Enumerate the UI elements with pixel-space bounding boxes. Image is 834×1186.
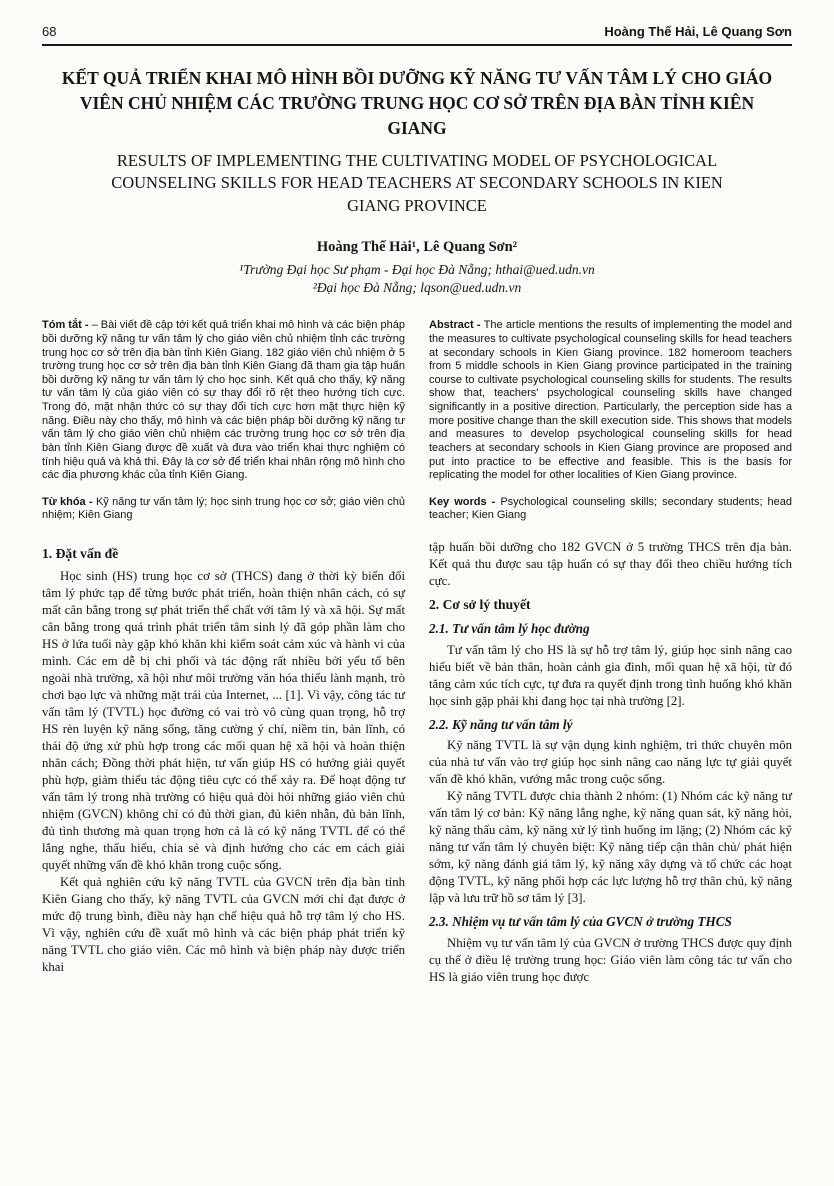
section-2-2-heading: 2.2. Kỹ năng tư vấn tâm lý — [429, 716, 573, 732]
title-vietnamese: KẾT QUẢ TRIỂN KHAI MÔ HÌNH BỒI DƯỠNG KỸ NĂNG TƯ VẤN TÂM LÝ CHO GIÁO VIÊN CHỦ NHIỆM CÁC TRƯỜNG TRUNG HỌC CƠ SỞ TRÊN ĐỊA BÀN TỈNH KIÊN GIANG — [61, 68, 773, 138]
body-section — [42, 539, 792, 986]
abstract-vietnamese — [42, 319, 405, 523]
section-1-heading: 1. Đặt vấn đề — [42, 546, 119, 562]
section-1-paragraph-2: Kết quả nghiên cứu kỹ năng TVTL của GVCN trên địa bàn tỉnh Kiên Giang cho thấy, kỹ năng TVTL của GVCN mới chỉ đạt được ở mức độ trung bình, điều này hạn chế hiệu quả hỗ trợ tâm lý cho HS. Vì vậy, nghiên cứu đề xuất mô hình và các biện pháp phát triển kỹ năng TVTL cho giáo viên. Các mô hình và biện pháp này được triển khai — [42, 875, 405, 975]
keywords-vi-text: Kỹ năng tư vấn tâm lý; học sinh trung học cơ sở; giáo viên chủ nhiệm; Kiên Giang — [42, 495, 405, 522]
body-left-column — [42, 539, 405, 986]
running-authors: Hoàng Thế Hải, Lê Quang Sơn — [604, 24, 792, 39]
keywords-en-paragraph — [429, 496, 792, 523]
abstract-en-text: The article mentions the results of implementing the model and the measures to cultivate psychological counseling skills for head teachers at secondary schools in Kien Giang province. 182 homeroom teachers from 5 middle schools in Kien Giang province participated in the training course to cultivate psychological counseling skills for students. The results show that, teachers' psychological counseling skills have changed significantly in a positive direction. Particularly, the perception side has a more positive change than the skill execution side. This shows that models and measures to develop psychological counseling skills for head teachers at secondary schools in Kien Giang province are proposed and put into practice to be effective and feasible. This is the basis for replicating the model for other localities of Kien Giang province. — [429, 319, 793, 482]
abstract-en-paragraph — [429, 319, 792, 483]
keywords-en-label: Key words - — [429, 495, 496, 508]
section-2-2-paragraph-1: Kỹ năng TVTL là sự vận dụng kinh nghiệm, tri thức chuyên môn của nhà tư vấn vào trợ giúp học sinh nâng cao năng lực tự giải quyết vấn đề khó khăn, vướng mắc trong cuộc sống. — [429, 738, 792, 787]
abstract-vi-paragraph — [42, 319, 405, 483]
section-2-heading: 2. Cơ sở lý thuyết — [429, 597, 531, 613]
keywords-vi-label: Từ khóa - — [42, 495, 93, 508]
section-2-1-paragraph: Tư vấn tâm lý cho HS là sự hỗ trợ tâm lý, giúp học sinh nâng cao hiểu biết về bản thân, hoàn cảnh gia đình, mối quan hệ xã hội, từ đó tăng cảm xúc tích cực, tự đưa ra quyết định trong tình huống khó khăn học sinh gặp phải khi đang học tại nhà trường [2]. — [429, 642, 792, 708]
affiliation-2: ²Đại học Đà Nẵng; lqson@ued.udn.vn — [312, 280, 522, 296]
section-2-1-heading: 2.1. Tư vấn tâm lý học đường — [429, 621, 590, 637]
running-head — [42, 24, 792, 44]
page-number: 68 — [42, 24, 57, 39]
header-rule — [42, 44, 792, 46]
section-2-2-paragraph-2: Kỹ năng TVTL được chia thành 2 nhóm: (1) Nhóm các kỹ năng tư vấn tâm lý cơ bản: Kỹ năng lắng nghe, kỹ năng quan sát, kỹ năng hỏi, kỹ năng thấu cảm, kỹ năng xử lý tình huống im lặng; (2) Nhóm các kỹ năng tư vấn tâm lý chuyên biệt: Kỹ năng tiếp cận thân chủ/ phát hiện sớm, kỹ năng đánh giá tâm lý, kỹ năng xây dựng và tổ chức các hoạt động TVTL, kỹ năng phối hợp các lực lượng hỗ trợ thân chủ, kỹ năng lập và lưu trữ hồ sơ tâm lý [3]. — [429, 789, 792, 906]
abstract-en-label: Abstract - — [429, 319, 481, 332]
abstract-vi-text: – Bài viết đề cập tới kết quả triển khai mô hình và các biện pháp bồi dưỡng kỹ năng tư vấn tâm lý cho giáo viên chủ nhiệm tỉnh các trường trung học cơ sở trên địa bàn tỉnh Kiên Giang. 182 giáo viên chủ nhiệm ở 5 trường trung học cơ sở trên địa bàn tỉnh Kiên Giang đã tham gia tập huấn bồi dưỡng kỹ năng tư vấn tâm lý cho học sinh. Kết quả cho thấy, kỹ năng tư vấn tâm lý của giáo viên có sự thay đổi rõ rệt theo hướng tích cực. Trong đó, mặt nhận thức có sự thay đổi tích cực hơn mặt thực hiện kỹ năng. Điều này cho thấy, mô hình và các biện pháp bồi dưỡng kỹ năng tư vấn tâm lý cho giáo viên chủ nhiệm các trường trung học cơ sở trên địa bàn tỉnh Kiên Giang được đề xuất và đưa vào triển khai thực nghiệm có tính hiệu quả và khả thi. Đây là cơ sở để triển khai nhân rộng mô hình cho các địa phương khác của tỉnh Kiên Giang. — [42, 319, 405, 482]
title-english: RESULTS OF IMPLEMENTING THE CULTIVATING MODEL OF PSYCHOLOGICAL COUNSELING SKILLS FOR HEAD TEACHERS AT SECONDARY SCHOOLS IN KIEN GIANG PROVINCE — [111, 150, 723, 216]
keywords-en-text: Psychological counseling skills; secondary students; head teacher; Kien Giang — [429, 495, 792, 522]
section-1-continuation: tập huấn bồi dưỡng cho 182 GVCN ở 5 trường THCS trên địa bàn. Kết quả thu được sau tập huấn có sự thay đổi theo chiều hướng tích cực. — [429, 540, 792, 589]
affiliation-1: ¹Trường Đại học Sư phạm - Đại học Đà Nẵng; hthai@ued.udn.vn — [239, 261, 595, 277]
section-2-3-paragraph: Nhiệm vụ tư vấn tâm lý của GVCN ở trường THCS được quy định cụ thể ở điều lệ trường trung học: Giáo viên làm công tác tư vấn cho HS là giáo viên trung học được — [429, 936, 792, 985]
abstract-section — [42, 319, 792, 523]
keywords-vi-paragraph — [42, 496, 405, 523]
body-right-column — [429, 539, 792, 986]
section-2-3-heading: 2.3. Nhiệm vụ tư vấn tâm lý của GVCN ở trường THCS — [429, 914, 732, 930]
section-1-paragraph-1: Học sinh (HS) trung học cơ sở (THCS) đang ở thời kỳ biến đổi tâm lý phức tạp để từng bước phát triển, hoàn thiện nhân cách, có sự mất cân bằng trong sự phát triển thể chất với tâm lý và xã hội. Sự mất cân bằng trong quá trình phát triển tâm sinh lý đã góp phần làm cho HS ở lứa tuổi này gặp khó khăn khi kiểm soát cảm xúc và hành vi của mình. Các em dễ bị chi phối và tác động rất nhiều bởi yếu tố bên ngoài nhà trường, xã hội như môi trường văn hóa thiếu lành mạnh, trò chơi bạo lực và những mặt trái của Internet, ... [1]. Vì vậy, công tác tư vấn tâm lý (TVTL) học đường có vai trò vô cùng quan trọng, hỗ trợ HS rèn luyện kỹ năng sống, tăng cường ý chí, niềm tin, bản lĩnh, có thái độ ứng xử phù hợp trong các mối quan hệ xã hội và hoàn thiện nhân cách; Đồng thời phát hiện, tư vấn giúp HS có hướng giải quyết phù hợp, giảm thiểu tác động tiêu cực có thể xảy ra. Để hoạt động tư vấn tâm lý trong nhà trường có hiệu quả đòi hỏi những giáo viên chủ nhiệm (GVCN) không chỉ có đủ thời gian, đủ kiên nhẫn, đủ bản lĩnh, đủ tình thương mà quan trọng hơn cả là có kỹ năng TVTL để có thể lắng nghe, thấu hiểu, chia sẻ và định hướng cho các em cách giải quyết những vấn đề khó khăn trong cuộc sống. — [42, 569, 405, 873]
author-names: Hoàng Thế Hải¹, Lê Quang Sơn² — [316, 238, 518, 255]
abstract-english — [429, 319, 792, 523]
abstract-vi-label: Tóm tắt - — [42, 319, 89, 332]
